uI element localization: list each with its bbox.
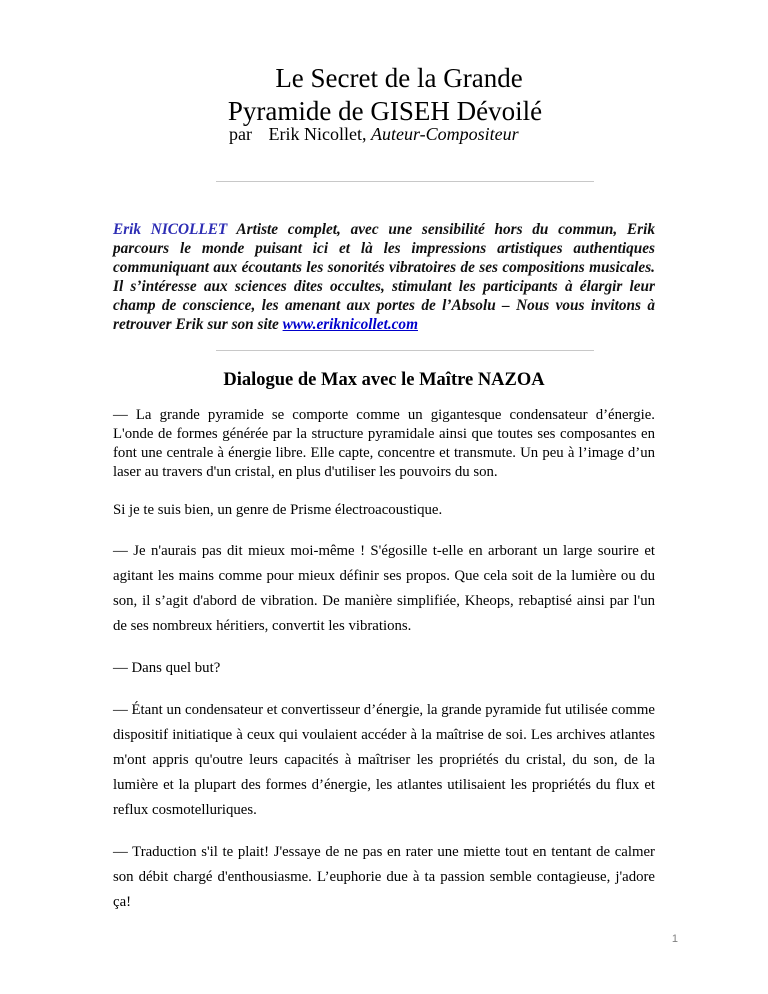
- title-line-1: Le Secret de la Grande: [275, 63, 523, 93]
- byline: [229, 124, 519, 145]
- paragraph: — Dans quel but?: [113, 660, 221, 676]
- page-number: 1: [671, 933, 678, 945]
- paragraph: — Étant un condensateur et convertisseur d’énergie, la grande pyramide fut utilisée comme dispositif initiatique à ceux qui voulaient accéder à la maîtrise de soi. Les archives atlantes m'ont appris qu'outre leurs capacités à maîtriser les propriétés du cristal, du son, de la lumière et la plupart des formes d’énergie, les atlantes utilisaient les propriétés du flux et reflux cosmotelluriques.: [113, 702, 655, 818]
- author-website-link[interactable]: www.eriknicollet.com: [282, 316, 418, 333]
- paragraph: — Je n'aurais pas dit mieux moi-même ! S'égosille t-elle en arborant un large sourire et agitant les mains comme pour mieux définir ses propos. Que cela soit de la lumière ou du son, il s’agit d'abord de vibration. De manière simplifiée, Kheops, rebaptisé ainsi par l'un de ses nombreux héritiers, convertit les vibrations.: [113, 543, 655, 634]
- paragraph: Si je te suis bien, un genre de Prisme électroacoustique.: [113, 502, 443, 518]
- author-bio: [113, 220, 655, 334]
- bio-author-name: Erik NICOLLET: [113, 221, 228, 238]
- page-title: [150, 62, 620, 128]
- divider-top: [216, 181, 594, 182]
- byline-role: Auteur-Compositeur: [370, 124, 519, 144]
- paragraph: — La grande pyramide se comporte comme un gigantesque condensateur d’énergie. L'onde de formes générée par la structure pyramidale ainsi que toutes ses composantes en font une centrale à énergie libre. Elle capte, concentre et transmute. Un peu à l’image d’un laser au travers d'un cristal, en plus d'utiliser les pouvoirs du son.: [113, 407, 655, 480]
- bio-text: Artiste complet, avec une sensibilité hors du commun, Erik parcours le monde puisant ici et là les impressions artistiques authentiques communiquant aux écoutants les sonorités vibratoires de ses compositions musicales. Il s’intéresse aux sciences dites occultes, stimulant les participants à élargir leur champ de conscience, les amenant aux portes de l’Absolu – Nous vous invitons à retrouver Erik sur son site: [113, 221, 655, 333]
- dialogue-body: [113, 406, 655, 915]
- paragraph: — Traduction s'il te plait! J'essaye de ne pas en rater une miette tout en tentant de calmer son débit chargé d'enthousiasme. L’euphorie due à ta passion semble contagieuse, j'adore ça!: [113, 844, 655, 910]
- divider-bottom: [216, 350, 594, 351]
- byline-author: Erik Nicollet,: [268, 124, 367, 144]
- title-line-2: Pyramide de GISEH Dévoilé: [227, 96, 543, 126]
- byline-prefix: par: [229, 124, 252, 144]
- section-title: Dialogue de Max avec le Maître NAZOA: [223, 370, 545, 390]
